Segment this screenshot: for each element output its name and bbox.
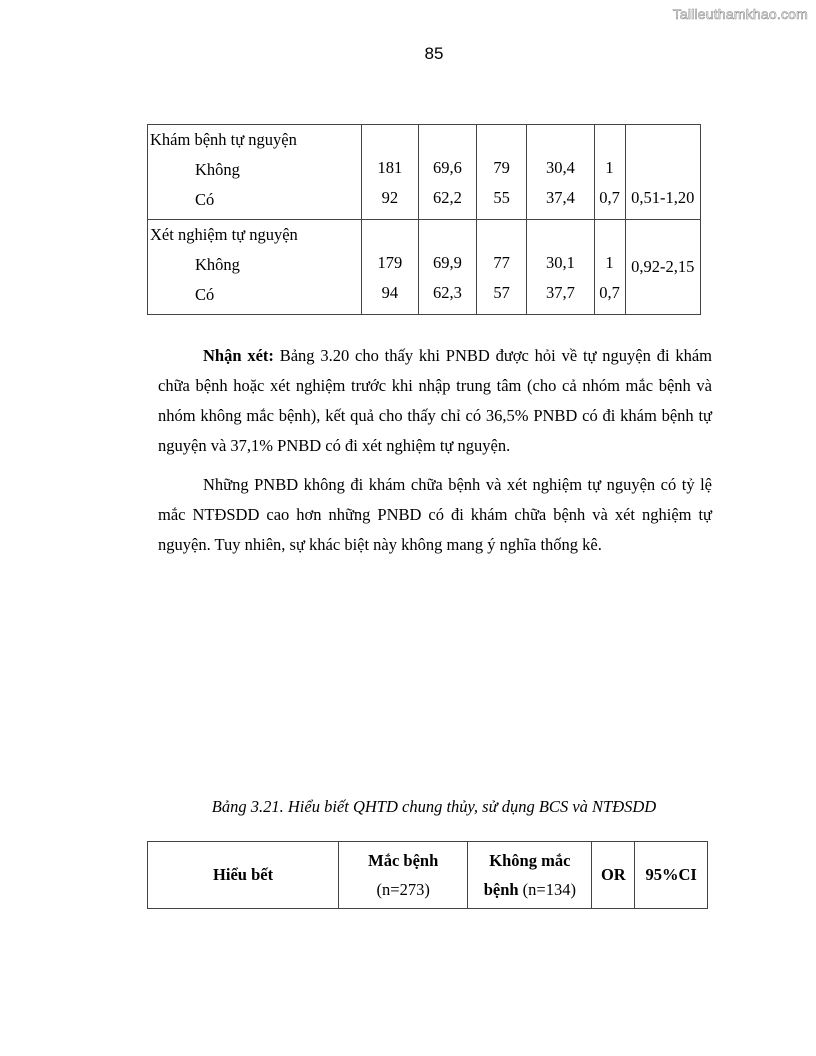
cell-value: 0,7 (599, 188, 620, 207)
cell-value: 1 (605, 253, 614, 272)
sub-label: Không (195, 160, 240, 179)
sub-label: Không (195, 255, 240, 274)
row-label-cell (148, 220, 362, 315)
count-cell (476, 220, 526, 315)
cell-value: 37,7 (546, 283, 575, 302)
table-voluntary-testing (147, 124, 701, 315)
header-infected (339, 842, 468, 909)
cell-value: 181 (377, 158, 403, 177)
cell-value: 77 (493, 253, 510, 272)
cell-value: 62,3 (432, 283, 462, 302)
remark-label: Nhận xét: (203, 346, 274, 365)
cell-value: 0,7 (599, 283, 620, 302)
header-title: Không mắc (489, 851, 571, 870)
percent-cell (418, 125, 476, 220)
remark-text: Bảng 3.20 cho thấy khi PNBD được hỏi về tự nguyện đi khám chữa bệnh hoặc xét nghiệm trước khi nhập trung tâm (cho cả nhóm mắc bệnh và nhóm không mắc bệnh), kết quả cho thấy chỉ có 36,5% PNBD có đi khám bệnh tự nguyện và 37,1% PNBD có đi xét nghiệm tự nguyện. (158, 346, 712, 455)
or-cell (594, 220, 625, 315)
row-heading: Xét nghiệm tự nguyện (150, 225, 298, 244)
header-ci: 95%CI (635, 842, 708, 909)
table-caption: Bảng 3.21. Hiểu biết QHTD chung thủy, sử dụng BCS và NTĐSDD (211, 797, 657, 816)
count-cell (476, 125, 526, 220)
cell-value: 30,4 (546, 158, 575, 177)
percent-cell (527, 125, 594, 220)
paragraph-body (158, 470, 712, 560)
table-row (148, 125, 701, 220)
watermark: Tailieuthamkhao.com (672, 6, 808, 22)
percent-cell (418, 220, 476, 315)
ci-cell (625, 125, 700, 220)
cell-value: 92 (381, 188, 399, 207)
cell-value: 79 (493, 158, 510, 177)
sub-label: Có (195, 190, 215, 209)
or-cell (594, 125, 625, 220)
header-not-infected (468, 842, 592, 909)
table-knowledge (147, 841, 708, 909)
header-count: (n=134) (518, 880, 576, 899)
row-heading: Khám bệnh tự nguyện (150, 130, 297, 149)
percent-cell (527, 220, 594, 315)
cell-value: 1 (605, 158, 614, 177)
ci-cell (625, 220, 700, 315)
table-row (148, 220, 701, 315)
row-label-cell (148, 125, 362, 220)
cell-value: 179 (377, 253, 403, 272)
header-count: (n=273) (376, 880, 430, 899)
cell-value: 57 (493, 283, 510, 302)
cell-value: 30,1 (546, 253, 575, 272)
table-header-row (148, 842, 708, 909)
header-title: Mắc bệnh (368, 851, 439, 870)
header-title-cont: bệnh (483, 880, 519, 899)
cell-value: 62,2 (432, 188, 462, 207)
count-cell (361, 220, 418, 315)
cell-value: 0,51-1,20 (631, 188, 695, 207)
page-number: 85 (424, 44, 444, 63)
cell-value: 0,92-2,15 (631, 257, 695, 276)
cell-value: 69,9 (432, 253, 462, 272)
cell-value: 69,6 (432, 158, 462, 177)
body-text: Những PNBD không đi khám chữa bệnh và xét nghiệm tự nguyện có tỷ lệ mắc NTĐSDD cao hơn những PNBD có đi khám chữa bệnh và xét nghiệm tự nguyện. Tuy nhiên, sự khác biệt này không mang ý nghĩa thống kê. (158, 475, 712, 554)
paragraph-remark (158, 341, 712, 461)
header-or: OR (592, 842, 635, 909)
cell-value: 94 (381, 283, 399, 302)
cell-value: 55 (493, 188, 510, 207)
cell-value: 37,4 (546, 188, 575, 207)
header-knowledge: Hiểu bết (148, 842, 339, 909)
sub-label: Có (195, 285, 215, 304)
count-cell (361, 125, 418, 220)
